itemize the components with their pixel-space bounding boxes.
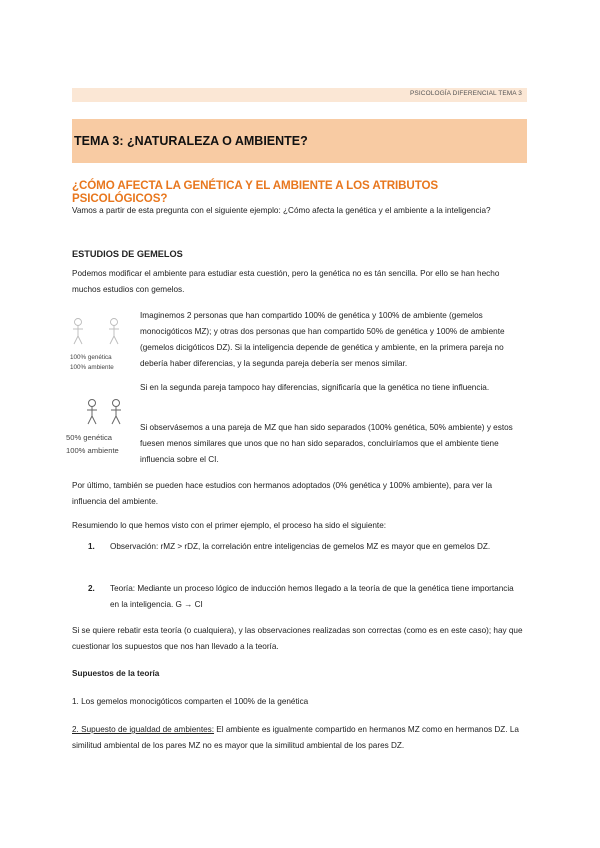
stick-figures-icon	[70, 314, 132, 352]
assumption-2-label: 2. Supuesto de igualdad de ambientes:	[72, 725, 215, 734]
summary-paragraph: Resumiendo lo que hemos visto con el primer ejemplo, el proceso ha sido el siguiente:	[72, 521, 387, 530]
adoption-paragraph: Por último, también se pueden hace estudios con hermanos adoptados (0% genética y 100% ambiente), para ver la influencia del ambiente.	[72, 481, 493, 506]
assumption-2	[72, 722, 527, 754]
twins-paragraph-3: Si en la segunda pareja tampoco hay diferencias, significaría que la genética no tiene influencia.	[140, 383, 490, 392]
list-text: : Mediante un proceso lógico de inducción hemos llegado a la teoría de que la genética tiene importancia en la inteligencia. G → CI	[110, 584, 514, 609]
section-subtitle: ¿CÓMO AFECTA LA GENÉTICA Y EL AMBIENTE A LOS ATRIBUTOS PSICOLÓGICOS?	[72, 179, 439, 205]
assumption-2-text: El ambiente es igualmente compartido en hermanos MZ como en hermanos DZ. La similitud ambiental de los pares MZ no es mayor que la similitud ambiental de los pares DZ.	[72, 725, 519, 750]
stick-figures-icon	[66, 396, 138, 430]
rebuttal-paragraph: Si se quiere rebatir esta teoría (o cualquiera), y las observaciones realizadas son correctas (como es en este caso); hay que cuestionar los supuestos que nos han llevado a la teoría.	[72, 626, 523, 651]
list-number: 1.	[88, 542, 95, 551]
twins-paragraph-2: Imaginemos 2 personas que han compartido 100% de genética y 100% de ambiente (gemelos monocigóticos MZ); y otras dos personas que han compartido 50% de genética y 100% de ambiente (gemelos dicigóticos DZ). Si la inteligencia depende de genética y ambiente, en la primera pareja no debería haber diferencias, y la segunda pareja debería ser menos similar.	[140, 311, 505, 368]
figure-caption-line-1: 100% genética	[70, 354, 112, 361]
assumptions-heading: Supuestos de la teoría	[72, 669, 160, 678]
section-heading-twins: ESTUDIOS DE GEMELOS	[72, 249, 183, 259]
twins-paragraph-4: Si observásemos a una pareja de MZ que han sido separados (100% genética, 50% ambiente) y estos fuesen menos similares que unos que no han sido separados, concluiríamos que el ambiente tiene influencia sobre el CI.	[140, 423, 513, 464]
figure-caption-line-2: 100% ambiente	[70, 364, 114, 371]
list-text: : rMZ > rDZ, la correlación entre inteligencias de gemelos MZ es mayor que en gemelos DZ.	[155, 542, 491, 551]
figure-caption-line-2: 100% ambiente	[66, 446, 119, 455]
list-label: Teoría	[110, 584, 133, 593]
figure-caption-line-1: 50% genética	[66, 433, 113, 442]
list-number: 2.	[88, 584, 95, 593]
list-item	[88, 581, 520, 613]
twins-figure-mz	[70, 314, 132, 373]
twins-figure-dz	[66, 396, 138, 457]
list-label: Observación	[110, 542, 156, 551]
assumption-1: 1. Los gemelos monocigóticos comparten el 100% de la genética	[72, 697, 309, 706]
page-title: TEMA 3: ¿NATURALEZA O AMBIENTE?	[74, 134, 308, 148]
title-band	[72, 119, 527, 163]
twins-paragraph-1: Podemos modificar el ambiente para estudiar esta cuestión, pero la genética no es tán sencilla. Por ello se han hecho muchos estudios con gemelos.	[72, 269, 500, 294]
list-item	[88, 539, 520, 555]
running-header	[72, 88, 527, 102]
intro-paragraph: Vamos a partir de esta pregunta con el siguiente ejemplo: ¿Cómo afecta la genética y el ambiente a la inteligencia?	[72, 206, 491, 215]
running-title: PSICOLOGÍA DIFERENCIAL TEMA 3	[410, 90, 522, 97]
